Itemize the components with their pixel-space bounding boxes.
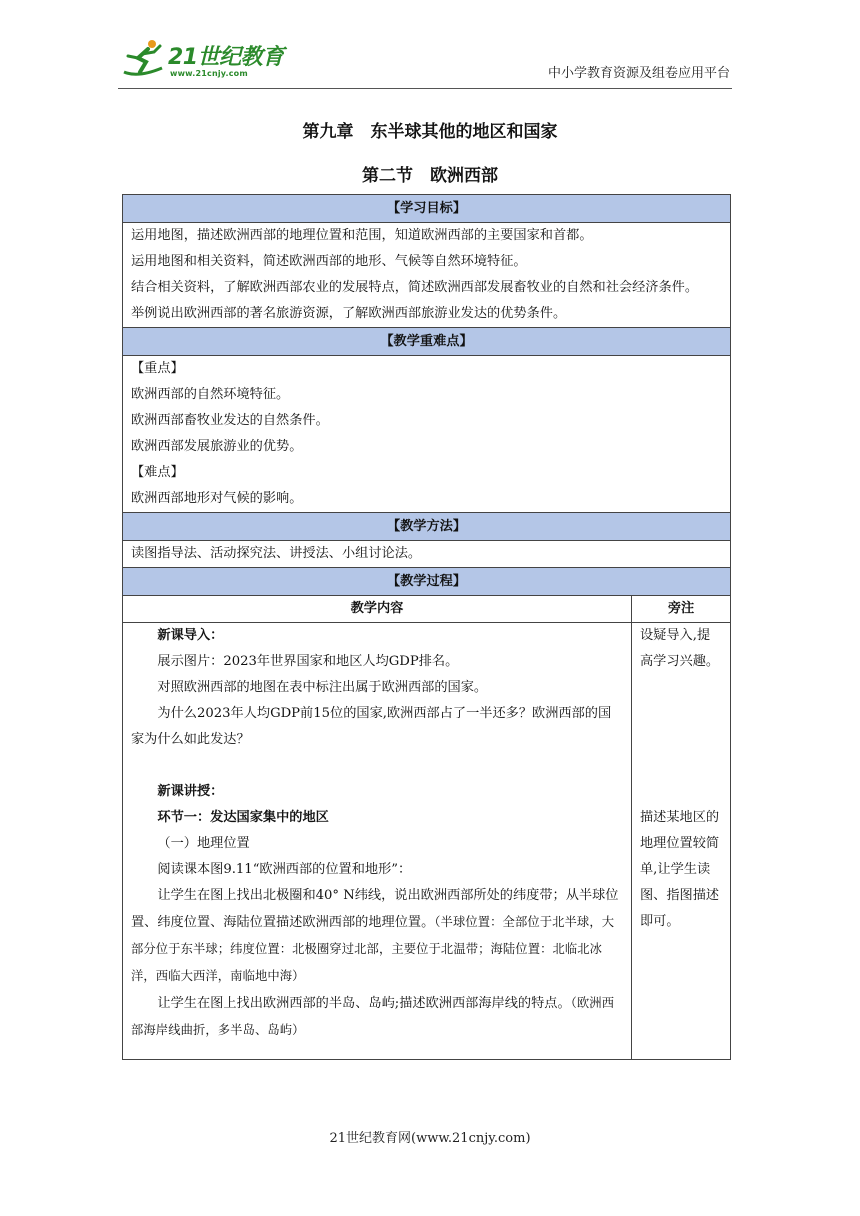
chapter-title: 第九章 东半球其他的地区和国家: [302, 122, 558, 142]
key-point-line: 【重点】: [131, 361, 184, 376]
spacer: [640, 675, 722, 805]
intro-line: 展示图片：2023年世界国家和地区人均GDP排名。: [157, 654, 459, 669]
task2: 让学生在图上找出欧洲西部的半岛、岛屿;描述欧洲西部海岸线的特点。: [157, 996, 571, 1011]
task-paragraph: [131, 990, 623, 1044]
intro-line: 为什么2023年人均GDP前15位的国家,欧洲西部占了一半还多？欧洲西部的国家为什么如此发达？: [131, 706, 612, 747]
page-header: [0, 0, 860, 95]
task-paragraph: [131, 883, 623, 990]
process-heading: 【教学过程】: [123, 568, 731, 596]
lecture-label: 新课讲授：: [157, 784, 224, 799]
key-point-line: 欧洲西部的自然环境特征。: [131, 387, 290, 402]
section1-label: 环节一：发达国家集中的地区: [157, 810, 329, 825]
task2-answer: （欧洲西部海岸线曲折，多半岛、岛屿）: [131, 996, 615, 1037]
task1: 让学生在图上找出北极圈和40° N纬线，说出欧洲西部所处的纬度带；从半球位置、纬度位置、海陆位置描述欧洲西部的地理位置。: [131, 888, 619, 930]
process-content: [123, 623, 632, 1060]
intro-line: 对照欧洲西部的地图在表中标注出属于欧洲西部的国家。: [157, 680, 488, 695]
methods-body: [123, 541, 731, 568]
side-note: 设疑导入,提高学习兴趣。: [640, 628, 720, 669]
logo: [118, 38, 288, 84]
task1-answer: （半球位置：全部位于北半球，大部分位于东半球；纬度位置：北极圈穿过北部，主要位于北温带；海陆位置：北临北冰洋，西临大西洋，南临地中海）: [131, 915, 615, 983]
objective-item: 举例说出欧洲西部的著名旅游资源，了解欧洲西部旅游业发达的优势条件。: [131, 306, 567, 321]
column-header-content: 教学内容: [123, 596, 632, 623]
section-title: 第二节 欧洲西部: [362, 166, 498, 186]
key-point-line: 【难点】: [131, 465, 184, 480]
objective-item: 运用地图，描述欧洲西部的地理位置和范围，知道欧洲西部的主要国家和首都。: [131, 228, 593, 243]
objective-item: 运用地图和相关资料，简述欧洲西部的地形、气候等自然环境特征。: [131, 254, 527, 269]
key-points-body: [123, 356, 731, 513]
spacer: [131, 753, 623, 779]
key-point-line: 欧洲西部地形对气候的影响。: [131, 491, 303, 506]
subsection-title: （一）地理位置: [157, 836, 250, 851]
header-divider: [118, 88, 732, 89]
logo-url: www.21cnjy.com: [170, 69, 248, 78]
methods-heading: 【教学方法】: [123, 513, 731, 541]
page-footer: 21世纪教育网(www.21cnjy.com): [329, 1131, 531, 1146]
methods-text: 读图指导法、活动探究法、讲授法、小组讨论法。: [131, 546, 422, 561]
objective-item: 结合相关资料，了解欧洲西部农业的发展特点，简述欧洲西部发展畜牧业的自然和社会经济条件。: [131, 280, 699, 295]
intro-label: 新课导入：: [157, 628, 224, 643]
platform-name: 中小学教育资源及组卷应用平台: [547, 66, 730, 81]
process-notes: [632, 623, 731, 1060]
key-points-heading: 【教学重难点】: [123, 328, 731, 356]
reading-instruction: 阅读课本图9.11“欧洲西部的位置和地形”：: [157, 862, 412, 877]
lesson-plan-table: [122, 194, 731, 1060]
logo-text: 21世纪教育: [168, 45, 284, 70]
objectives-heading: 【学习目标】: [123, 195, 731, 223]
runner-logo-icon: [118, 38, 170, 82]
key-point-line: 欧洲西部发展旅游业的优势。: [131, 439, 303, 454]
objectives-body: [123, 223, 731, 328]
column-header-note: 旁注: [632, 596, 731, 623]
key-point-line: 欧洲西部畜牧业发达的自然条件。: [131, 413, 329, 428]
side-note: 描述某地区的地理位置较简单,让学生读图、指图描述即可。: [640, 810, 720, 929]
